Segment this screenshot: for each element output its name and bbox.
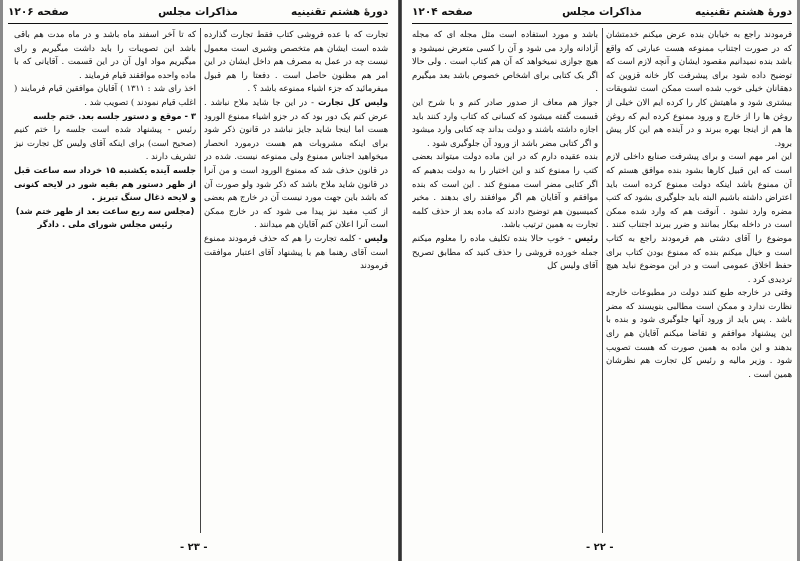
paragraph: جواز هم معاف از صدور صادر کنم و با شرح این قسمت گفته میشود که کسانی که کتاب وارد کنند باید اجازه داشته باشند و دولت بداند چه کتابی وارد میشود و اگر کتابی مضر باشد از ورود آن جلوگیری شود . [412, 96, 598, 148]
left-journal-label: دورهٔ هشتم تقنینیه [291, 6, 388, 18]
left-header-rule [8, 23, 388, 24]
paragraph [204, 232, 388, 273]
speaker-heading: ولیس [364, 232, 388, 243]
paragraph [14, 110, 196, 124]
paragraph [412, 232, 598, 273]
left-page-left-column [14, 28, 196, 268]
paragraph: رئیس - پیشنهاد شده است جلسه را ختم کنیم (صحیح است) برای اینکه آقای ولیس کل تجارت نیز تشریف دارند . [14, 124, 196, 162]
paragraph: تجارت که با عده فروشی کتاب فقط تجارت گذارده شده است ایشان هم متخصص وشیری است معمول نیست چه در عمل به مصرف هم داخل ایشان در این امر هم مظنون حاصل است . دفعتا را هم قبول میفرمائید که جزء اشیاء ممنوعه باشد ؟ . [204, 29, 388, 94]
paragraph: وقتی در خارجه طبع کنند دولت در مطبوعات خارجه نظارت ندارد و ممکن است مطالبی بنویسند که مضر باشد . پس باید از ورود آنها جلوگیری شود و بنده با این پیشنهاد موافقم و تقاضا میکنم آقایان هم رای بدهند و این ماده به همین صورت که هست تصویب شود . وزیر مالیه و رئیس کل تجارت هم نظرشان همین است . [606, 287, 792, 379]
right-header-rule [412, 23, 792, 24]
paragraph: این امر مهم است و برای پیشرفت صنایع داخلی لازم است که این قبیل کارها بشود بنده موافق هستم که آن ممنوع باشد اینکه دولت ممنوع کرده است باید اعتراض داشته باشیم البته باید جلوگیری بشود که کتب مضره وارد نشود . آنوقت هم که وارد شده ممکن است در داخله بیکار بمانند و ضرر ببرند اجتناب کنند . موضوع را آقای دشتی هم فرمودند راجع به کتاب است و خیال میکنم بنده که ممنوع بودن کتاب برای حفظ اخلاق عمومی است و در این موضوع نباید هیچ تردیدی کرد . [606, 151, 792, 284]
next-session-notice: جلسه آینده یکشنبه ۱۵ خرداد سه ساعت قبل از ظهر دستور هم بقیه شور در لایحه کنونی و لایحه ذغال سنگ تبریز . [14, 164, 196, 203]
right-page-header [412, 6, 792, 22]
left-page [0, 0, 398, 561]
paragraph-text: - خوب حالا بنده تکلیف ماده را معلوم میکنم جمله خورده فروشی را حذف کنید که مطابق تصریح آقای ولیس کل [412, 232, 598, 271]
paragraph: فرمودند راجع به خیابان بنده عرض میکنم خدمتشان که در صورت اجتناب ممنوعه هست عبارتی که واقع باشد بنده نمیدانیم مقصود ایشان و آنچه لازم است که توضیح داده شود برای پیشرفت کار خانه قزوین که دهقانان خیلی خوب شده است ممکن است تشویقات بیشتری شود و ماهیتش کار را کرده ایم الان خیلی از روغن ها را از خارج و ورود ممنوع کرده ایم که روغن ها هم از اینجا بهره ببرند و در آینده هم این کار پیش برود. [606, 29, 792, 148]
right-page-right-column [606, 28, 792, 533]
paragraph: که تا آخر اسفند ماه باشد و در ماه مدت هم باقی باشد این تصویبات را باید داشت میگیریم و رای میگیریم مواد اول آن در این قسمت . آقایانی که با ماده واحده موافقند قیام فرمایند . [14, 29, 196, 80]
paragraph [204, 96, 388, 232]
left-page-header [8, 6, 388, 22]
right-page-label: صفحه ۱۲۰۴ [412, 6, 473, 18]
paragraph: اخذ رای شد : ۱۳۱۱ ) آقایان موافقین قیام فرمایند ( اغلب قیام نمودند ) تصویب شد . [14, 83, 196, 107]
right-page-number: - ۲۲ - [586, 542, 614, 553]
right-page-left-column [412, 28, 598, 533]
paragraph: بنده عقیده دارم که در این ماده دولت میتواند بعضی کتب را ممنوع کند و این اختیار را به دولت بدهیم که اگر کتابی مضر است ممنوع کند . این است که بنده موافقم و آقایان هم اگر موافقند رای بدهند . مخبر کمیسیون هم توضیح دادند که ماده بعد از حذف کلمه تجارت به همین ترتیب باشد. [412, 151, 598, 230]
left-page-label: صفحه ۱۲۰۶ [8, 6, 69, 18]
speaker-heading: رئیس [574, 232, 598, 243]
section-heading: ۳ - موقع و دستور جلسه بعد. ختم جلسه [33, 110, 196, 121]
left-page-number: - ۲۳ - [180, 542, 208, 553]
column-separator [200, 28, 201, 533]
paragraph-text: - کلمه تجارت را هم که حذف فرمودند ممنوع است آقای رهنما هم با پیشنهاد آقای اعتبار موافقت فرمودند [204, 232, 388, 271]
column-separator [602, 28, 603, 533]
speaker-heading: ولیس کل تجارت [317, 96, 388, 107]
right-journal-label: دورهٔ هشتم تقنینیه [695, 6, 792, 18]
left-page-right-column [204, 28, 388, 533]
right-header-title: مذاکرات مجلس [562, 6, 642, 18]
signature-line: رئیس مجلس شورای ملی . دادگر [37, 219, 173, 230]
right-page [402, 0, 800, 561]
left-header-title: مذاکرات مجلس [158, 6, 238, 18]
paragraph-text: - در این جا شاید ملاح نباشد . عرض کنم یک دور بود که در جزو اشیاء ممنوع الورود هست اما اینجا شاید جایز نباشد در قانون ذکر شود برای اینکه مشروبات هم هست درمورد انحصار میخواهید اجناس ممنوع ولی ممنوعه نیست. شده در در قانون حذف شد که ممنوع الورود است و من آنرا در قانون شاید ملاح باشد که ذکر شود ولو صورت آن که باشد باین جهت مورد نیست آن در خارج هم بعضی از کتب مفید نیز پیدا می شود که در خارج ممکن است آنرا اعلان کنم آقایان هم میدانند . [204, 96, 388, 230]
adjournment-note: (مجلس سه ربع ساعت بعد از ظهر ختم شد) [15, 205, 195, 216]
paragraph: باشد و مورد استفاده است مثل مجله ای که مجله آزادانه وارد می شود و آن را کسی متعرض نمیشود و هیچ جوازی نمیخواهد که آن هم کتاب است . ولی حالا اگر یک کتابی برای اشخاص خصوص باشد بعد میگیرم . [412, 29, 598, 94]
